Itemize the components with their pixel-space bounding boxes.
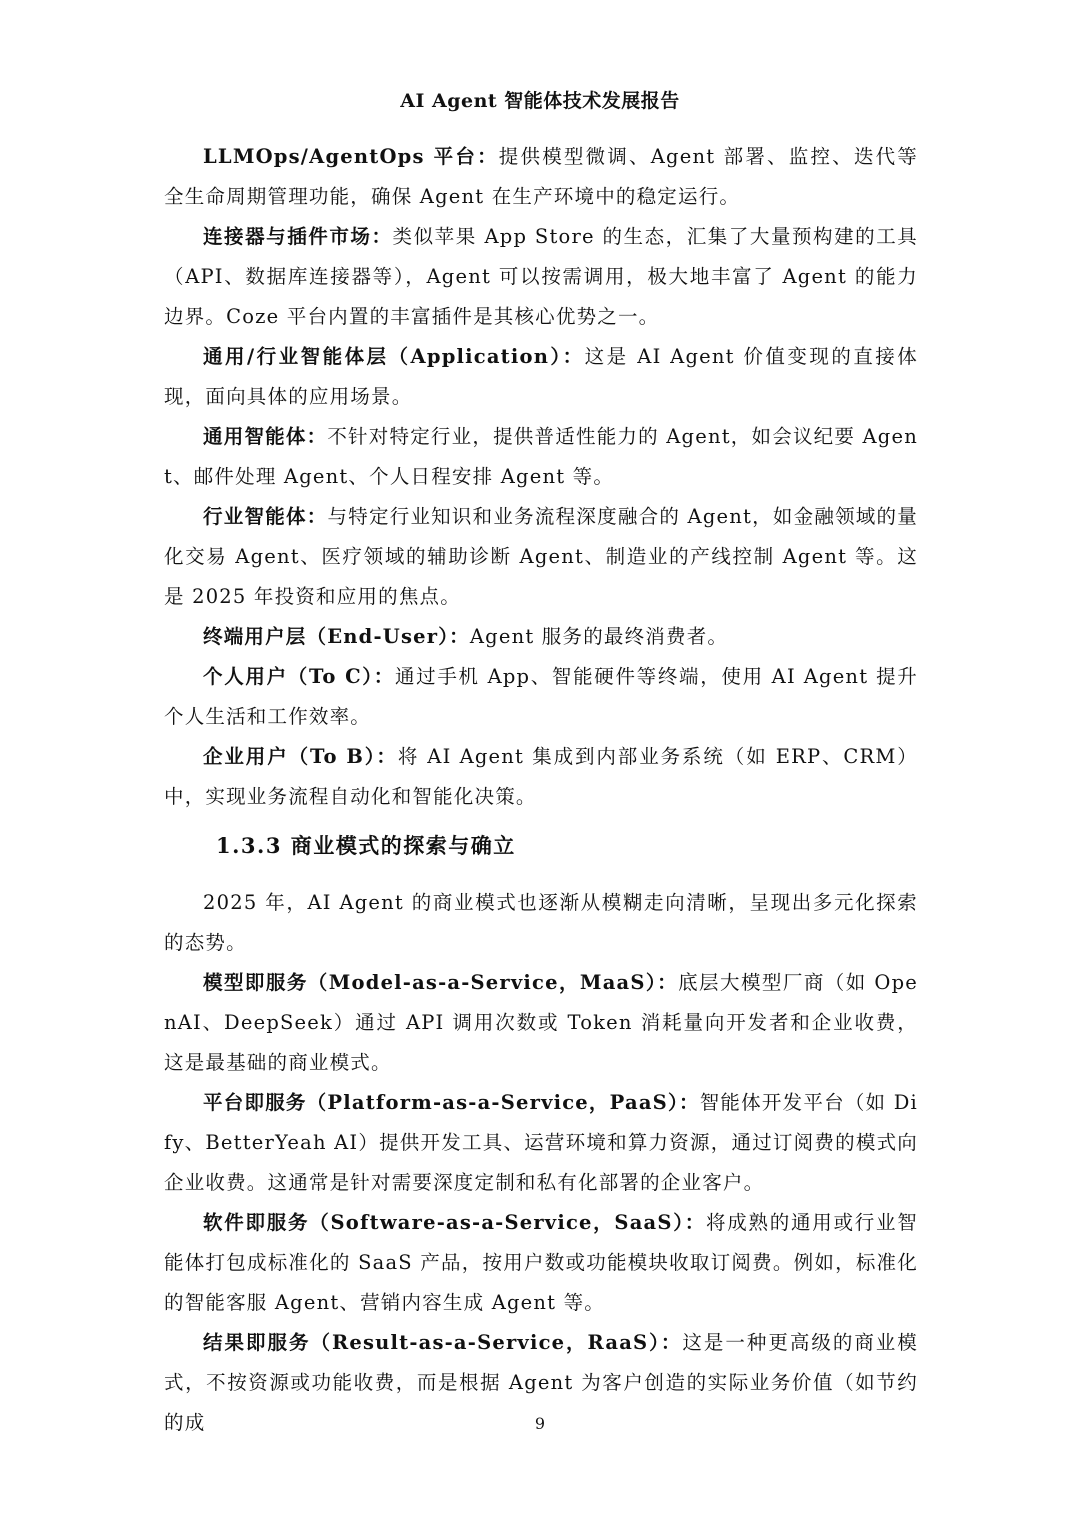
paragraph-text: 与特定行业知识和业务流程深度融合的 Agent，如金融领域的量化交易 Agent、医疗领域的辅助诊断 Agent、制造业的产线控制 Agent 等。这是 2025 年投资和应用的焦点。 [164, 505, 918, 608]
paragraph-paas [164, 1083, 918, 1203]
paragraph-saas [164, 1203, 918, 1323]
paragraph-to-c [164, 657, 918, 737]
paragraph-connectors [164, 217, 918, 337]
paragraph-text: 智能体开发平台（如 Dify、BetterYeah AI）提供开发工具、运营环境和算力资源，通过订阅费的模式向企业收费。这通常是针对需要深度定制和私有化部署的企业客户。 [164, 1091, 918, 1194]
paragraph-to-b [164, 737, 918, 817]
paragraph-text: 将成熟的通用或行业智能体打包成标准化的 SaaS 产品，按用户数或功能模块收取订阅费。例如，标准化的智能客服 Agent、营销内容生成 Agent 等。 [164, 1211, 918, 1314]
term: 个人用户（To C）： [203, 665, 395, 688]
term: 平台即服务（Platform-as-a-Service，PaaS）： [203, 1091, 700, 1114]
paragraph-text: 这是一种更高级的商业模式，不按资源或功能收费，而是根据 Agent 为客户创造的实际业务价值（如节约的成 [164, 1331, 918, 1434]
paragraph-end-user [164, 617, 918, 657]
term: 模型即服务（Model-as-a-Service，MaaS）： [203, 971, 679, 994]
term: 企业用户（To B）： [203, 745, 398, 768]
paragraph-text: 2025 年，AI Agent 的商业模式也逐渐从模糊走向清晰，呈现出多元化探索的态势。 [164, 891, 918, 954]
term: 通用智能体： [203, 425, 328, 448]
paragraph-intro [164, 883, 918, 963]
paragraph-text: 提供模型微调、Agent 部署、监控、迭代等全生命周期管理功能，确保 Agent 在生产环境中的稳定运行。 [164, 145, 918, 208]
paragraph-llmops [164, 137, 918, 217]
term: LLMOps/AgentOps 平台： [203, 145, 499, 168]
paragraph-text: 将 AI Agent 集成到内部业务系统（如 ERP、CRM）中，实现业务流程自动化和智能化决策。 [164, 745, 918, 808]
page-body [164, 137, 918, 1443]
paragraph-general-agent [164, 417, 918, 497]
paragraph-text: 不针对特定行业，提供普适性能力的 Agent，如会议纪要 Agent、邮件处理 Agent、个人日程安排 Agent 等。 [164, 425, 918, 488]
term: 软件即服务（Software-as-a-Service，SaaS）： [203, 1211, 706, 1234]
paragraph-maas [164, 963, 918, 1083]
paragraph-text: 底层大模型厂商（如 OpenAI、DeepSeek）通过 API 调用次数或 Token 消耗量向开发者和企业收费，这是最基础的商业模式。 [164, 971, 918, 1074]
term: 连接器与插件市场： [203, 225, 393, 248]
paragraph-industry-agent [164, 497, 918, 617]
paragraph-text: 类似苹果 App Store 的生态，汇集了大量预构建的工具（API、数据库连接器等），Agent 可以按需调用，极大地丰富了 Agent 的能力边界。Coze 平台内置的丰富插件是其核心优势之一。 [164, 225, 918, 328]
term: 结果即服务（Result-as-a-Service，RaaS）： [203, 1331, 683, 1354]
running-header: AI Agent 智能体技术发展报告 [400, 90, 680, 112]
paragraph-text: Agent 服务的最终消费者。 [469, 625, 729, 648]
paragraph-text: 这是 AI Agent 价值变现的直接体现，面向具体的应用场景。 [164, 345, 919, 408]
term: 终端用户层（End-User）： [203, 625, 470, 648]
paragraph-text: 通过手机 App、智能硬件等终端，使用 AI Agent 提升个人生活和工作效率。 [164, 665, 919, 728]
paragraph-application-layer [164, 337, 918, 417]
section-heading: 1.3.3 商业模式的探索与确立 [216, 833, 516, 858]
term: 通用/行业智能体层（Application）： [203, 345, 585, 368]
page-number: 9 [534, 1414, 546, 1433]
term: 行业智能体： [203, 505, 328, 528]
